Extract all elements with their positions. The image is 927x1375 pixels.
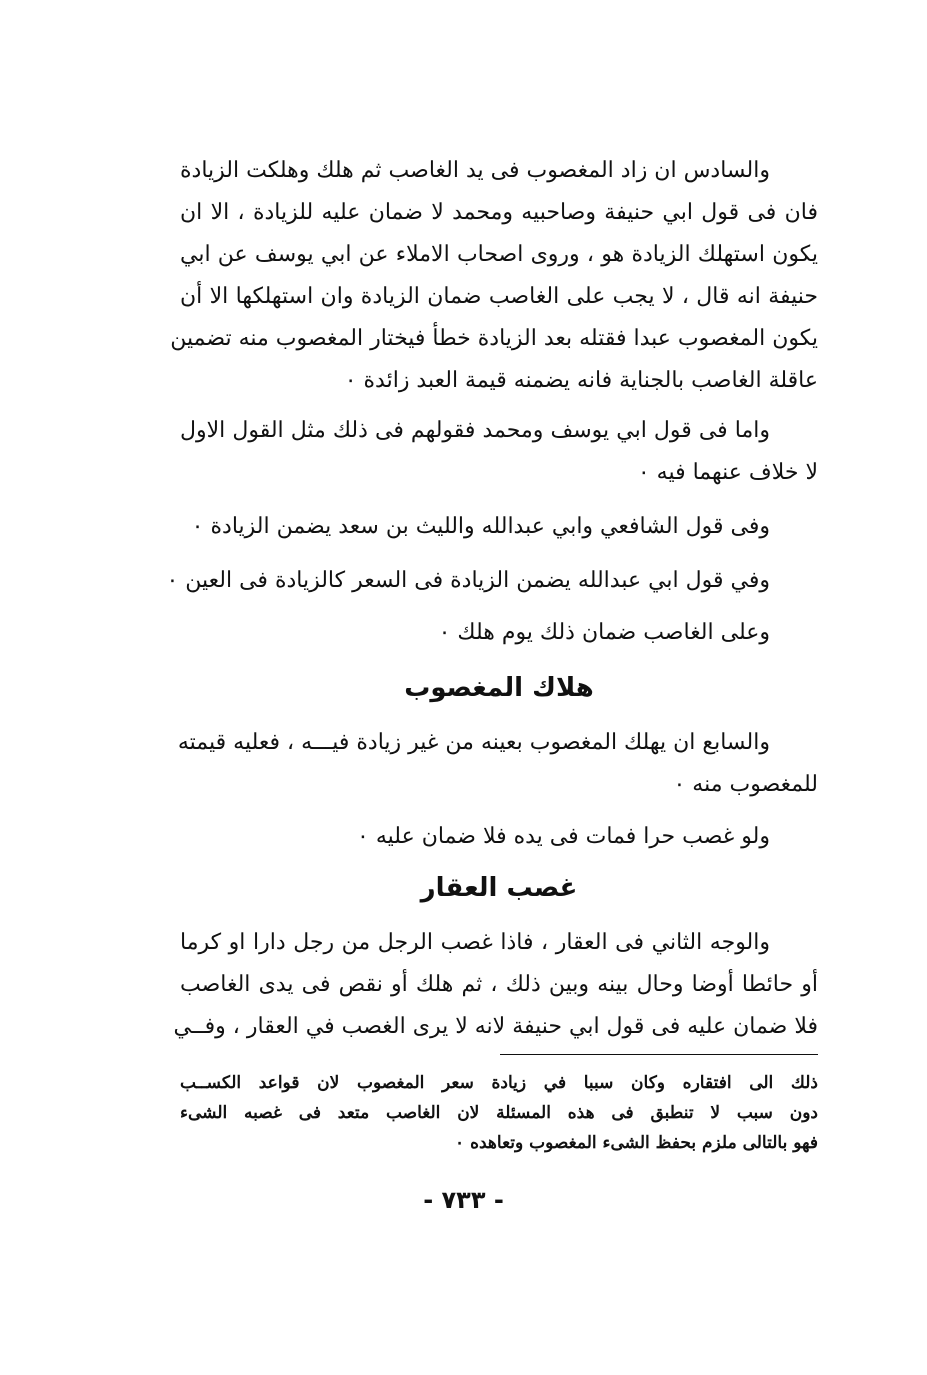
text-line: يكون استهلك الزيادة هو ، وروى اصحاب الاملاء عن ابي يوسف عن ابي — [180, 242, 818, 267]
text-line: وفي قول ابي عبدالله يضمن الزيادة فى السعر كالزيادة فى العين ٠ — [166, 568, 770, 593]
text-line: فلا ضمان عليه فى قول ابي حنيفة لانه لا يرى الغصب في العقار ، وفــي — [173, 1014, 818, 1039]
section-heading-real-estate: غصب العقار — [420, 873, 578, 903]
paragraph-abu-abdullah — [166, 560, 818, 602]
footnote-divider — [500, 1054, 818, 1055]
footnote-line: فهو بالتالى ملزم بحفظ الشىء المغصوب وتعاهده ٠ — [455, 1133, 818, 1153]
paragraph-usurper-liability — [180, 612, 818, 654]
paragraph-sixth-case — [170, 150, 818, 402]
text-line: ولو غصب حرا فمات فى يده فلا ضمان عليه ٠ — [357, 824, 770, 849]
text-line: لا خلاف عنهما فيه ٠ — [637, 460, 818, 485]
text-line: والوجه الثاني فى العقار ، فاذا غصب الرجل من رجل دارا او كرما — [180, 930, 770, 955]
paragraph-seventh-case — [177, 722, 818, 806]
text-line: يكون المغصوب عبدا فقتله بعد الزيادة خطأ فيختار المغصوب منه تضمين — [170, 326, 818, 351]
text-line: عاقلة الغاصب بالجناية فانه يضمنه قيمة العبد زائدة ٠ — [344, 368, 818, 393]
text-line: للمغصوب منه ٠ — [673, 772, 818, 797]
footnote — [180, 1068, 818, 1158]
text-line: حنيفة انه قال ، لا يجب على الغاصب ضمان الزيادة وان استهلكها الا أن — [180, 284, 818, 309]
text-line: والسابع ان يهلك المغصوب بعينه من غير زيادة فيـــه ، فعليه قيمته — [177, 730, 770, 755]
text-line: وعلى الغاصب ضمان ذلك يوم هلك ٠ — [438, 620, 770, 645]
text-line: فان فى قول ابي حنيفة وصاحبيه ومحمد لا ضمان عليه للزيادة ، الا ان — [180, 200, 818, 225]
text-line: واما فى قول ابي يوسف ومحمد فقولهم فى ذلك مثل القول الاول — [180, 418, 770, 443]
footnote-line: دون سبب لا تنطبق فى هذه المسئلة لان الغاصب متعد فى غصبه الشىء — [180, 1103, 818, 1123]
paragraph-second-aspect — [173, 922, 818, 1048]
page-number: - ٧٣٣ - — [423, 1186, 504, 1214]
text-line: وفى قول الشافعي وابي عبدالله والليث بن سعد يضمن الزيادة ٠ — [191, 514, 770, 539]
text-line: والسادس ان زاد المغصوب فى يد الغاصب ثم هلك وهلكت الزيادة — [180, 158, 770, 183]
text-line: أو حائطا أوضا وحال بينه وبين ذلك ، ثم هلك أو نقص فى يدى الغاصب — [180, 972, 818, 997]
paragraph-free-person — [180, 816, 818, 858]
section-heading-destruction: هلاك المغصوب — [404, 673, 594, 703]
paragraph-abu-yusuf — [180, 410, 818, 494]
footnote-line: ذلك الى افتقاره وكان سببا في زيادة سعر المغصوب لان قواعد الكســب — [180, 1073, 818, 1093]
paragraph-shafii — [180, 506, 818, 548]
